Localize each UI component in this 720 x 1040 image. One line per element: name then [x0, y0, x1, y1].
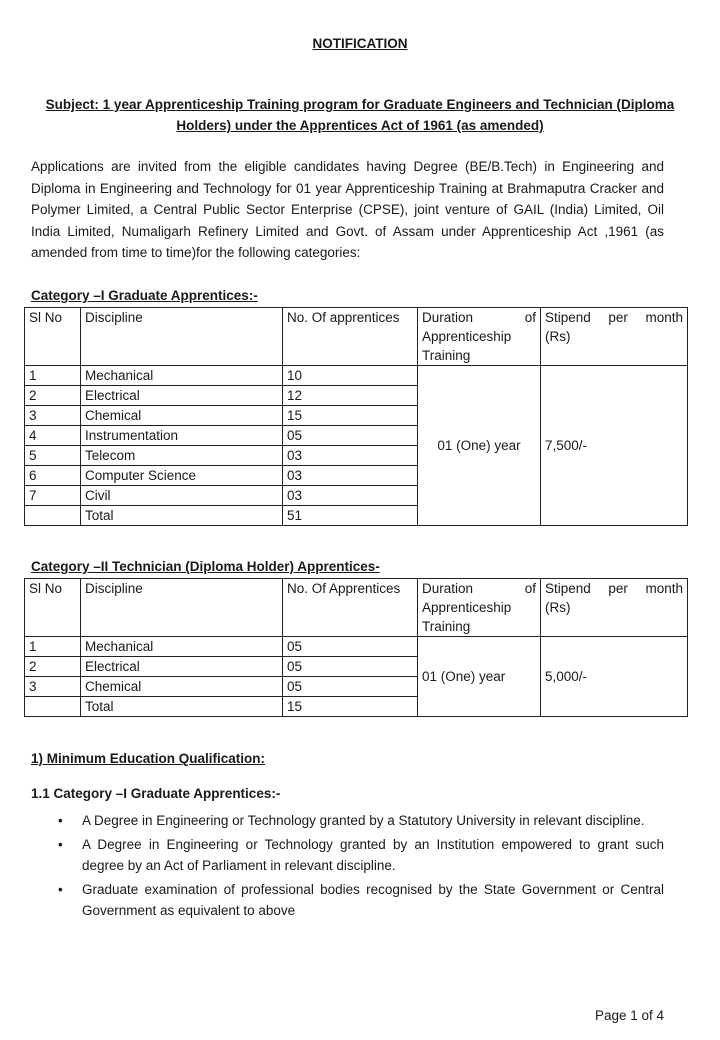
cell-total-value: 15 — [283, 697, 418, 717]
cell-duration: 01 (One) year — [418, 366, 541, 526]
cell-count: 10 — [283, 366, 418, 386]
duration-training: Training — [422, 619, 471, 634]
cell-discipline: Electrical — [81, 386, 283, 406]
col-header-stipend — [541, 579, 688, 637]
cell-sl: 6 — [25, 466, 81, 486]
stipend-month: month — [645, 581, 683, 596]
cell-stipend: 5,000/- — [541, 637, 688, 717]
cell-discipline: Chemical — [81, 677, 283, 697]
list-item-text: A Degree in Engineering or Technology granted by an Institution empowered to grant such degree by an Act of Parliament in relevant discipline. — [82, 836, 664, 873]
cell-sl: 1 — [25, 637, 81, 657]
cell-sl: 3 — [25, 406, 81, 426]
cell-sl: 2 — [25, 657, 81, 677]
list-item-text: A Degree in Engineering or Technology granted by a Statutory University in relevant discipline. — [82, 813, 645, 828]
cell-discipline: Computer Science — [81, 466, 283, 486]
category2-table — [24, 578, 688, 717]
duration-word: Duration — [422, 310, 474, 325]
cell-discipline: Mechanical — [81, 366, 283, 386]
bullet-icon: • — [58, 813, 63, 828]
cell-count: 15 — [283, 406, 418, 426]
cell-discipline: Chemical — [81, 406, 283, 426]
subject-line: Subject: 1 year Apprenticeship Training program for Graduate Engineers and Technician (Diploma Holders) under the Apprentices Act of 1961 (as amended) — [45, 97, 675, 133]
section1-subheading: 1.1 Category –I Graduate Apprentices:- — [31, 786, 281, 801]
cell-sl: 4 — [25, 426, 81, 446]
cell-count: 03 — [283, 446, 418, 466]
table-header-row — [25, 579, 688, 637]
cell-sl: 1 — [25, 366, 81, 386]
duration-of: of — [524, 581, 536, 596]
duration-training: Training — [422, 348, 471, 363]
stipend-rs: (Rs) — [545, 329, 571, 344]
cell-count: 05 — [283, 657, 418, 677]
bullet-icon: • — [58, 836, 63, 852]
col-header-discipline: Discipline — [81, 308, 283, 366]
table-row — [25, 366, 688, 386]
cell-duration: 01 (One) year — [418, 637, 541, 717]
cell-count: 05 — [283, 637, 418, 657]
category2-heading: Category –II Technician (Diploma Holder) Apprentices- — [31, 559, 380, 574]
stipend-per: per — [608, 581, 628, 596]
duration-word: Duration — [422, 581, 474, 596]
col-header-sl: Sl No — [25, 308, 81, 366]
cell-discipline: Instrumentation — [81, 426, 283, 446]
cell-stipend: 7,500/- — [541, 366, 688, 526]
stipend-month: month — [645, 310, 683, 325]
stipend-word: Stipend — [545, 581, 591, 596]
page-number: Page 1 of 4 — [594, 1008, 664, 1023]
cell-total-label: Total — [81, 506, 283, 526]
list-item-text: Graduate examination of professional bodies recognised by the State Government or Central Government as equivalent to above — [82, 881, 664, 918]
stipend-word: Stipend — [545, 310, 591, 325]
col-header-discipline: Discipline — [81, 579, 283, 637]
duration-apprenticeship: Apprenticeship — [422, 329, 512, 344]
cell-total-label: Total — [81, 697, 283, 717]
duration-of: of — [524, 310, 536, 325]
cell-count: 05 — [283, 426, 418, 446]
cell-sl: 2 — [25, 386, 81, 406]
cell-discipline: Civil — [81, 486, 283, 506]
col-header-count: No. Of Apprentices — [283, 579, 418, 637]
col-header-duration — [418, 308, 541, 366]
category1-table — [24, 307, 688, 526]
cell-discipline: Telecom — [81, 446, 283, 466]
table-row — [25, 637, 688, 657]
cell-sl: 7 — [25, 486, 81, 506]
bullet-icon: • — [58, 881, 63, 897]
cell-discipline: Electrical — [81, 657, 283, 677]
cell-count: 03 — [283, 486, 418, 506]
stipend-rs: (Rs) — [545, 600, 571, 615]
cell-count: 03 — [283, 466, 418, 486]
list-item — [58, 810, 664, 832]
list-item — [58, 834, 664, 877]
cell-sl: 3 — [25, 677, 81, 697]
cell-sl-empty — [25, 697, 81, 717]
col-header-stipend — [541, 308, 688, 366]
cell-count: 12 — [283, 386, 418, 406]
col-header-sl: Sl No — [25, 579, 81, 637]
section1-heading: 1) Minimum Education Qualification: — [31, 751, 266, 766]
notification-title: NOTIFICATION — [312, 36, 408, 51]
cell-sl: 5 — [25, 446, 81, 466]
cell-count: 05 — [283, 677, 418, 697]
list-item — [58, 879, 664, 922]
cell-sl-empty — [25, 506, 81, 526]
stipend-per: per — [608, 310, 628, 325]
intro-paragraph: Applications are invited from the eligible candidates having Degree (BE/B.Tech) in Engineering and Diploma in Engineering and Technology for 01 year Apprenticeship Training at Brahmaputra Cracker and Polymer Limited, a Central Public Sector Enterprise (CPSE), joint venture of GAIL (India) Limited, Oil India Limited, Numaligarh Refinery Limited and Govt. of Assam under Apprenticeship Act ,1961 (as amended from time to time)for the following categories: — [31, 159, 664, 260]
table-header-row — [25, 308, 688, 366]
cell-total-value: 51 — [283, 506, 418, 526]
category1-heading: Category –I Graduate Apprentices:- — [31, 288, 258, 303]
cell-discipline: Mechanical — [81, 637, 283, 657]
col-header-duration — [418, 579, 541, 637]
col-header-count: No. Of apprentices — [283, 308, 418, 366]
qualification-list — [58, 810, 664, 924]
duration-apprenticeship: Apprenticeship — [422, 600, 512, 615]
